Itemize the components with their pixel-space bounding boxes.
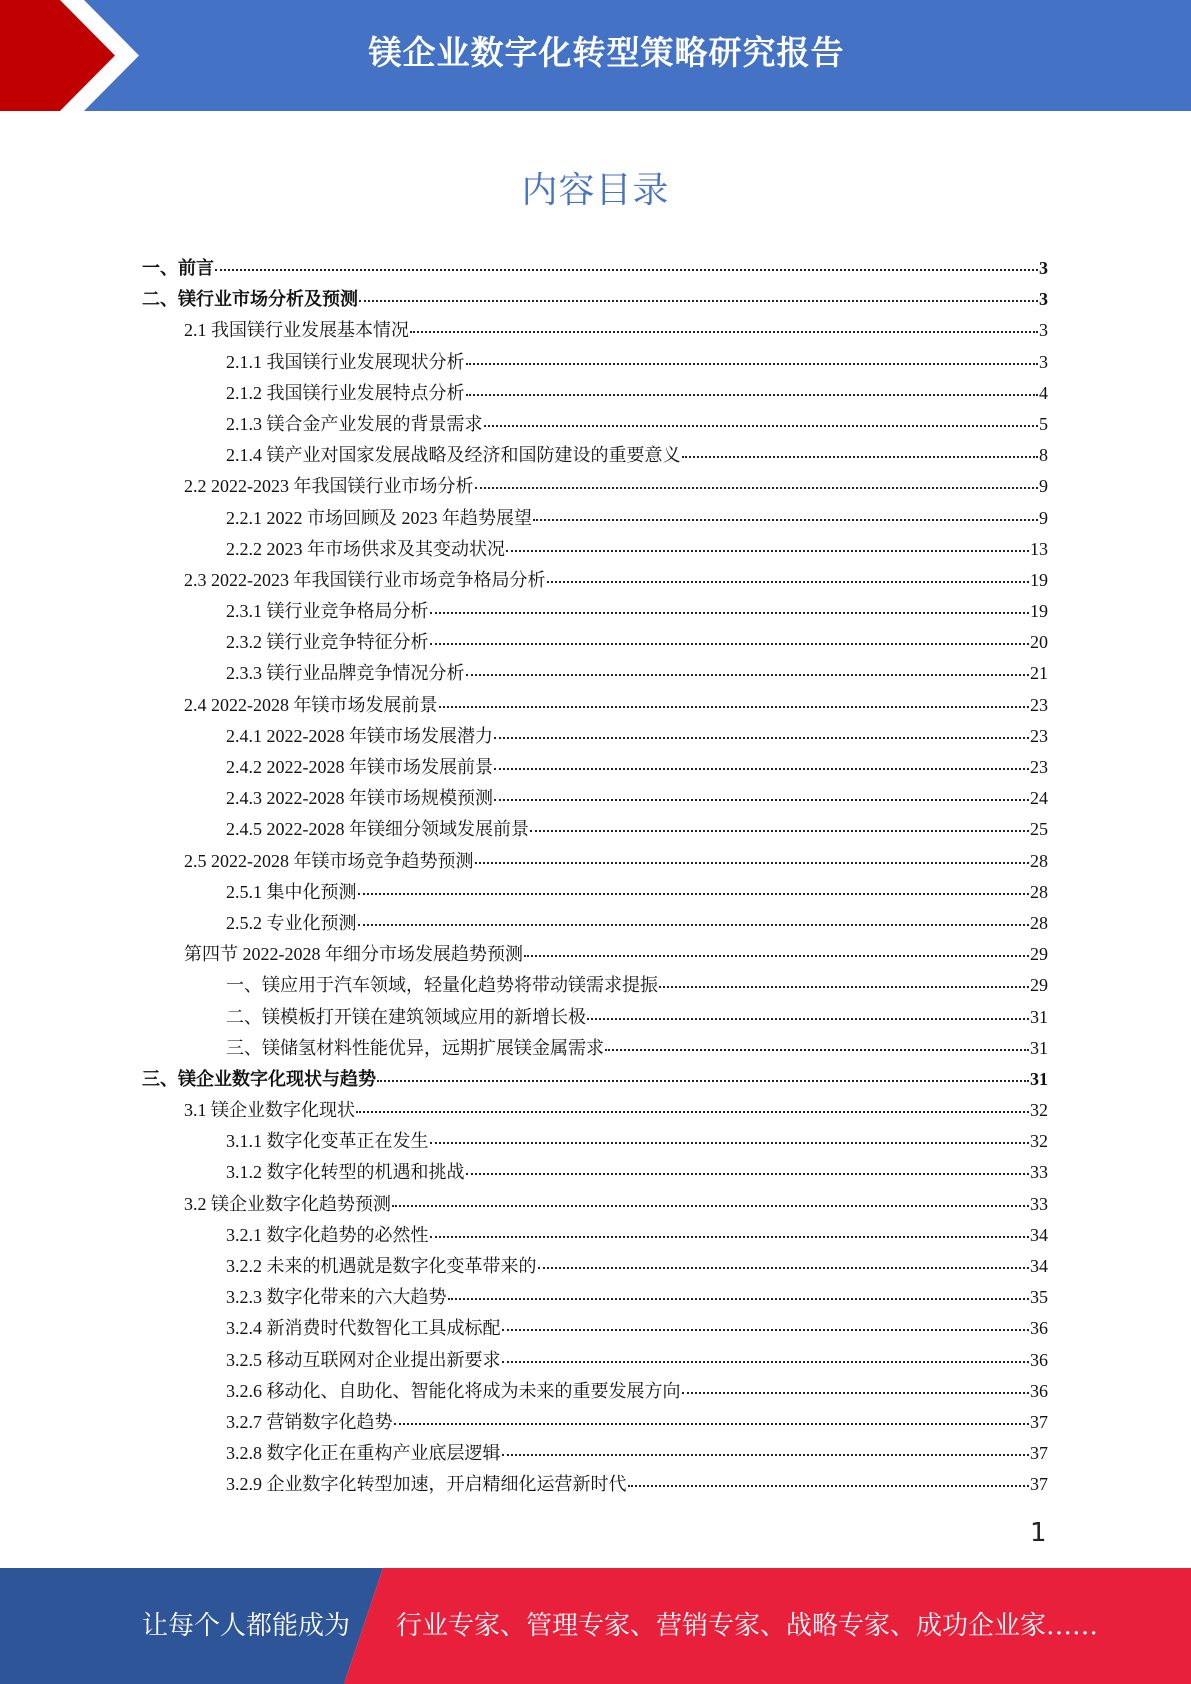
toc-entry-page: 33 (1030, 1193, 1048, 1214)
toc-entry[interactable] (142, 753, 1048, 784)
toc-dot-leader (475, 862, 1030, 864)
toc-dot-leader (394, 1423, 1030, 1425)
toc-heading: 内容目录 (521, 170, 670, 211)
toc-dot-leader (466, 363, 1039, 365)
toc-dot-leader (359, 300, 1038, 302)
toc-entry[interactable] (142, 971, 1048, 1002)
toc-entry-label: 2.2 2022-2023 年我国镁行业市场分析 (184, 476, 474, 497)
toc-entry-label: 二、镁模板打开镁在建筑领域应用的新增长极 (226, 1006, 586, 1027)
toc-entry-label: 2.4.1 2022-2028 年镁市场发展潜力 (226, 725, 493, 746)
toc-dot-leader (494, 737, 1029, 739)
toc-entry-label: 2.1.4 镁产业对国家发展战略及经济和国防建设的重要意义 (226, 445, 681, 466)
toc-entry-label: 3.2.5 移动互联网对企业提出新要求 (226, 1349, 501, 1370)
toc-entry[interactable] (142, 285, 1048, 316)
toc-entry-page: 31 (1030, 1037, 1048, 1058)
toc-entry[interactable] (142, 878, 1048, 909)
toc-entry-page: 3 (1039, 351, 1048, 372)
toc-entry-page: 13 (1030, 538, 1048, 559)
toc-entry[interactable] (142, 597, 1048, 628)
toc-entry-label: 第四节 2022-2028 年细分市场发展趋势预测 (184, 944, 523, 965)
toc-entry[interactable] (142, 1439, 1048, 1470)
header-banner (0, 0, 1191, 111)
toc-entry-label: 3.2.9 企业数字化转型加速，开启精细化运营新时代 (226, 1474, 627, 1495)
toc-entry-page: 36 (1030, 1349, 1048, 1370)
toc-entry[interactable] (142, 1408, 1048, 1439)
toc-entry[interactable] (142, 628, 1048, 659)
toc-entry-page: 28 (1030, 850, 1048, 871)
toc-entry-label: 2.4.3 2022-2028 年镁市场规模预测 (226, 788, 493, 809)
toc-dot-leader (682, 1392, 1030, 1394)
toc-entry[interactable] (142, 535, 1048, 566)
toc-dot-leader (494, 799, 1029, 801)
toc-dot-leader (377, 1080, 1029, 1082)
toc-entry[interactable] (142, 410, 1048, 441)
toc-dot-leader (475, 487, 1039, 489)
toc-dot-leader (538, 1267, 1030, 1269)
toc-entry[interactable] (142, 1190, 1048, 1221)
toc-entry-page: 19 (1030, 569, 1048, 590)
toc-entry-page: 9 (1039, 507, 1048, 528)
toc-entry-page: 29 (1030, 944, 1048, 965)
toc-dot-leader (547, 581, 1030, 583)
toc-entry[interactable] (142, 316, 1048, 347)
toc-entry[interactable] (142, 566, 1048, 597)
report-title: 镁企业数字化转型策略研究报告 (368, 33, 845, 72)
toc-entry-label: 2.3.3 镁行业品牌竞争情况分析 (226, 663, 465, 684)
toc-entry-label: 2.4.5 2022-2028 年镁细分领域发展前景 (226, 819, 529, 840)
toc-entry-page: 29 (1030, 975, 1048, 996)
toc-dot-leader (392, 1205, 1029, 1207)
toc-entry-label: 3.2.8 数字化正在重构产业底层逻辑 (226, 1443, 501, 1464)
toc-entry[interactable] (142, 722, 1048, 753)
footer-slogan-left: 让每个人都能成为 (142, 1611, 351, 1641)
toc-entry-page: 20 (1030, 632, 1048, 653)
toc-entry-page: 8 (1039, 445, 1048, 466)
toc-entry-label: 三、镁企业数字化现状与趋势 (142, 1068, 376, 1089)
toc-entry[interactable] (142, 504, 1048, 535)
toc-dot-leader (358, 924, 1030, 926)
toc-entry-page: 23 (1030, 694, 1048, 715)
toc-entry[interactable] (142, 659, 1048, 690)
toc-entry[interactable] (142, 1314, 1048, 1345)
toc-entry-page: 31 (1030, 1068, 1048, 1089)
toc-entry-label: 2.5 2022-2028 年镁市场竞争趋势预测 (184, 850, 474, 871)
toc-entry-page: 25 (1030, 819, 1048, 840)
toc-dot-leader (587, 1018, 1029, 1020)
toc-entry-page: 9 (1039, 476, 1048, 497)
toc-entry[interactable] (142, 691, 1048, 722)
toc-entry-page: 23 (1030, 725, 1048, 746)
toc-entry[interactable] (142, 1003, 1048, 1034)
toc-entry[interactable] (142, 348, 1048, 379)
toc-entry[interactable] (142, 254, 1048, 285)
toc-entry-label: 3.1 镁企业数字化现状 (184, 1100, 355, 1121)
toc-dot-leader (448, 1298, 1030, 1300)
toc-entry-label: 一、前言 (142, 258, 214, 278)
toc-entry[interactable] (142, 1065, 1048, 1096)
toc-dot-leader (484, 425, 1039, 427)
toc-entry[interactable] (142, 909, 1048, 940)
toc-dot-leader (533, 519, 1038, 521)
toc-entry[interactable] (142, 441, 1048, 472)
toc-entry-label: 2.5.1 集中化预测 (226, 881, 357, 902)
toc-entry-label: 2.2.2 2023 年市场供求及其变动状况 (226, 538, 505, 559)
toc-dot-leader (628, 1485, 1030, 1487)
toc-entry-page: 19 (1030, 601, 1048, 622)
footer-banner (0, 1568, 1191, 1684)
toc-entry-page: 28 (1030, 881, 1048, 902)
toc-entry-page: 37 (1030, 1443, 1048, 1464)
toc-entry-label: 2.1.2 我国镁行业发展特点分析 (226, 382, 465, 403)
toc-entry-page: 34 (1030, 1256, 1048, 1276)
toc-entry[interactable] (142, 1096, 1048, 1127)
toc-entry-page: 28 (1030, 912, 1048, 933)
toc-dot-leader (605, 1049, 1029, 1051)
toc-dot-leader (659, 986, 1029, 988)
toc-entry[interactable] (142, 1346, 1048, 1377)
toc-entry-label: 3.2.6 移动化、自助化、智能化将成为未来的重要发展方向 (226, 1380, 681, 1401)
toc-entry-page: 24 (1030, 788, 1048, 809)
toc-entry-label: 2.1 我国镁行业发展基本情况 (184, 320, 409, 341)
toc-entry-label: 3.2.4 新消费时代数智化工具成标配 (226, 1318, 501, 1339)
page-number: 1 (1030, 1518, 1047, 1548)
toc-dot-leader (502, 1361, 1030, 1363)
toc-entry-label: 2.4 2022-2028 年镁市场发展前景 (184, 694, 438, 715)
toc-entry[interactable] (142, 847, 1048, 878)
toc-entry-page: 37 (1030, 1411, 1048, 1432)
toc-entry[interactable] (142, 1127, 1048, 1158)
toc-entry-page: 3 (1039, 320, 1048, 341)
toc-entry-label: 三、镁储氢材料性能优异，远期扩展镁金属需求 (226, 1037, 604, 1058)
toc-entry-page: 35 (1030, 1287, 1048, 1308)
toc-entry-label: 2.2.1 2022 市场回顾及 2023 年趋势展望 (226, 507, 532, 528)
toc-dot-leader (356, 1111, 1029, 1113)
toc-dot-leader (430, 1236, 1030, 1238)
toc-dot-leader (466, 674, 1030, 676)
toc-dot-leader (502, 1329, 1030, 1331)
toc-entry-page: 37 (1030, 1474, 1048, 1495)
toc-entry[interactable] (142, 1221, 1048, 1252)
toc-entry-page: 36 (1030, 1318, 1048, 1339)
toc-entry[interactable] (142, 1034, 1048, 1065)
toc-entry-label: 二、镁行业市场分析及预测 (142, 289, 358, 310)
toc-dot-leader (358, 893, 1030, 895)
toc-entry-label: 3.2 镁企业数字化趋势预测 (184, 1193, 391, 1214)
toc-entry-label: 3.1.2 数字化转型的机遇和挑战 (226, 1162, 465, 1183)
toc-entry-label: 2.3.2 镁行业竞争特征分析 (226, 632, 429, 653)
toc-dot-leader (410, 331, 1038, 333)
toc-entry-label: 2.3 2022-2023 年我国镁行业市场竞争格局分析 (184, 569, 546, 590)
toc-entry-label: 3.2.3 数字化带来的六大趋势 (226, 1287, 447, 1308)
toc-dot-leader (502, 1454, 1030, 1456)
toc-dot-leader (439, 706, 1030, 708)
toc-dot-leader (530, 830, 1029, 832)
toc-dot-leader (215, 269, 1038, 271)
toc-entry[interactable] (142, 1377, 1048, 1408)
toc-entry-label: 2.1.3 镁合金产业发展的背景需求 (226, 413, 483, 434)
toc-entry[interactable] (142, 1470, 1048, 1501)
toc-entry[interactable] (142, 815, 1048, 846)
toc-entry-page: 3 (1039, 258, 1048, 278)
toc-entry-page: 23 (1030, 757, 1048, 777)
toc-entry-page: 31 (1030, 1006, 1048, 1027)
toc-dot-leader (430, 1142, 1030, 1144)
toc-entry-page: 34 (1030, 1224, 1048, 1245)
toc-entry-label: 2.5.2 专业化预测 (226, 912, 357, 933)
table-of-contents (142, 254, 1048, 1502)
toc-dot-leader (430, 612, 1030, 614)
toc-entry-label: 3.1.1 数字化变革正在发生 (226, 1131, 429, 1152)
toc-entry-page: 4 (1039, 382, 1048, 403)
toc-entry[interactable] (142, 940, 1048, 971)
toc-entry-label: 3.2.2 未来的机遇就是数字化变革带来的 (226, 1256, 537, 1276)
toc-dot-leader (466, 1173, 1030, 1175)
toc-entry[interactable] (142, 1252, 1048, 1283)
toc-entry-page: 36 (1030, 1380, 1048, 1401)
toc-dot-leader (524, 955, 1029, 957)
toc-entry-label: 3.2.7 营销数字化趋势 (226, 1411, 393, 1432)
toc-entry-label: 2.3.1 镁行业竞争格局分析 (226, 601, 429, 622)
toc-entry[interactable] (142, 472, 1048, 503)
toc-entry-page: 32 (1030, 1100, 1048, 1121)
footer-slogan-right: 行业专家、管理专家、营销专家、战略专家、成功企业家…… (396, 1611, 1099, 1641)
toc-entry[interactable] (142, 1158, 1048, 1189)
toc-entry-page: 32 (1030, 1131, 1048, 1152)
toc-entry-page: 5 (1039, 413, 1048, 434)
toc-entry-label: 2.4.2 2022-2028 年镁市场发展前景 (226, 757, 493, 777)
toc-entry-label: 一、镁应用于汽车领域，轻量化趋势将带动镁需求提振 (226, 975, 658, 996)
toc-entry-page: 33 (1030, 1162, 1048, 1183)
toc-entry[interactable] (142, 784, 1048, 815)
toc-entry-page: 3 (1039, 289, 1048, 310)
toc-entry-label: 2.1.1 我国镁行业发展现状分析 (226, 351, 465, 372)
toc-dot-leader (494, 768, 1029, 770)
toc-dot-leader (430, 643, 1030, 645)
toc-entry[interactable] (142, 1283, 1048, 1314)
toc-dot-leader (506, 550, 1029, 552)
toc-entry-page: 21 (1030, 663, 1048, 684)
toc-dot-leader (682, 456, 1039, 458)
toc-dot-leader (466, 394, 1039, 396)
toc-entry[interactable] (142, 379, 1048, 410)
toc-entry-label: 3.2.1 数字化趋势的必然性 (226, 1224, 429, 1245)
